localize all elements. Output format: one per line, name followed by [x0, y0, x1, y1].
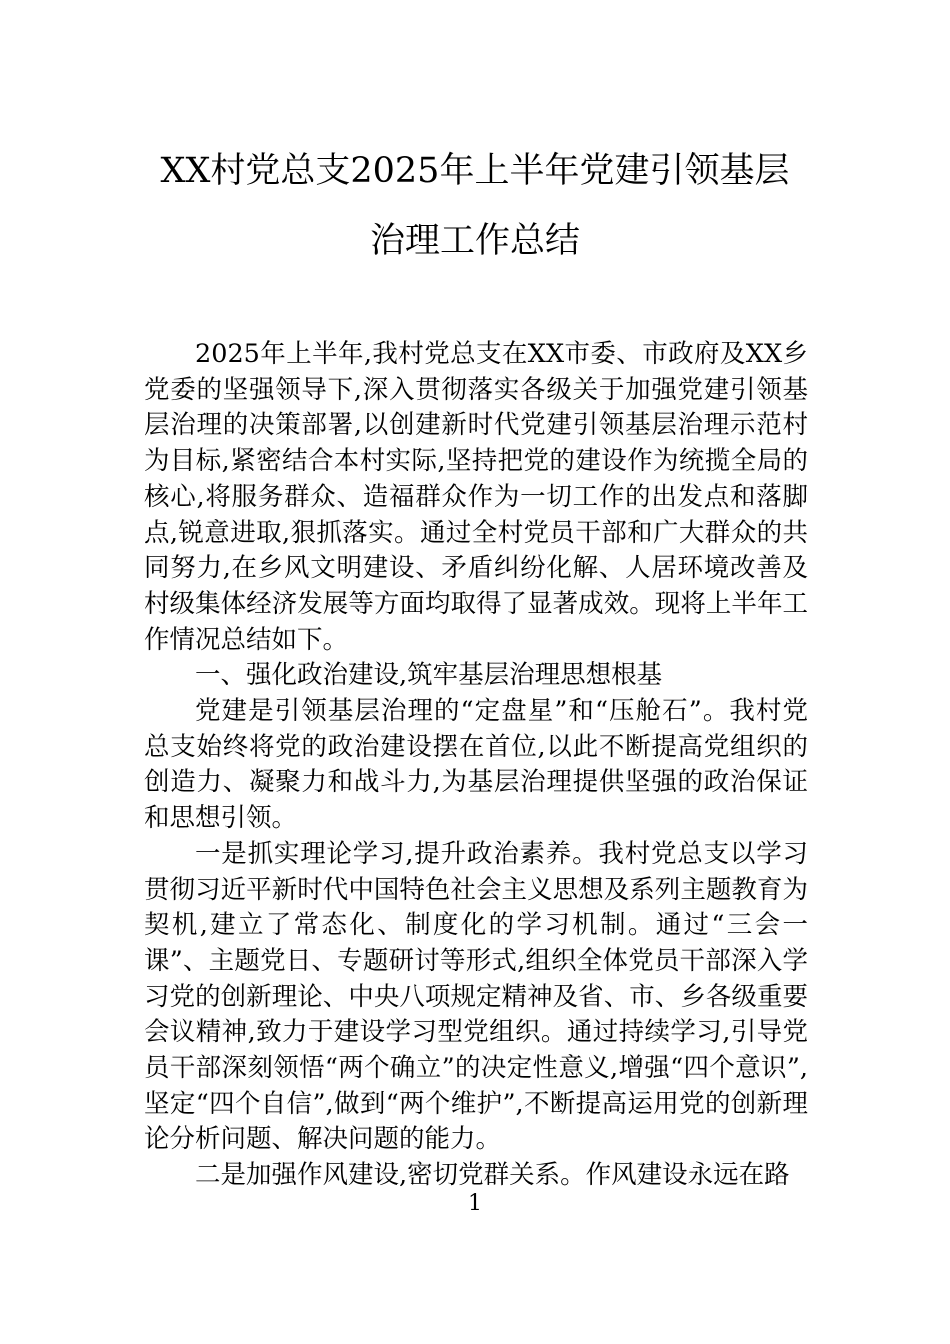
page-number: 1	[468, 1191, 482, 1216]
paragraph-intro: 2025年上半年,我村党总支在XX市委、市政府及XX乡党委的坚强领导下,深入贯彻落实各级关于加强党建引领基层治理的决策部署,以创建新时代党建引领基层治理示范村为目标,紧密结合本村实际,坚持把党的建设作为统揽全局的核心,将服务群众、造福群众作为一切工作的出发点和落脚点,锐意进取,狠抓落实。通过全村党员干部和广大群众的共同努力,在乡风文明建设、矛盾纠纷化解、人居环境改善及村级集体经济发展等方面均取得了显著成效。现将上半年工作情况总结如下。	[144, 339, 808, 655]
paragraph-section-1-intro: 党建是引领基层治理的“定盘星”和“压舱石”。我村党总支始终将党的政治建设摆在首位,以此不断提高党组织的创造力、凝聚力和战斗力,为基层治理提供坚强的政治保证和思想引领。	[144, 696, 808, 834]
document-body	[144, 337, 808, 1194]
title-line-2: 治理工作总结	[369, 221, 580, 261]
document-title	[110, 136, 840, 276]
paragraph-work-style: 二是加强作风建设,密切党群关系。作风建设永远在路	[195, 1160, 790, 1191]
title-line-1: XX村党总支2025年上半年党建引领基层	[160, 151, 790, 191]
section-heading-1: 一、强化政治建设,筑牢基层治理思想根基	[195, 660, 663, 691]
paragraph-theory-study: 一是抓实理论学习,提升政治素养。我村党总支以学习贯彻习近平新时代中国特色社会主义思想及系列主题教育为契机,建立了常态化、制度化的学习机制。通过“三会一课”、主题党日、专题研讨等形式,组织全体党员干部深入学习党的创新理论、中央八项规定精神及省、市、乡各级重要会议精神,致力于建设学习型党组织。通过持续学习,引导党员干部深刻领悟“两个确立”的决定性意义,增强“四个意识”,坚定“四个自信”,做到“两个维护”,不断提高运用党的创新理论分析问题、解决问题的能力。	[144, 838, 808, 1155]
